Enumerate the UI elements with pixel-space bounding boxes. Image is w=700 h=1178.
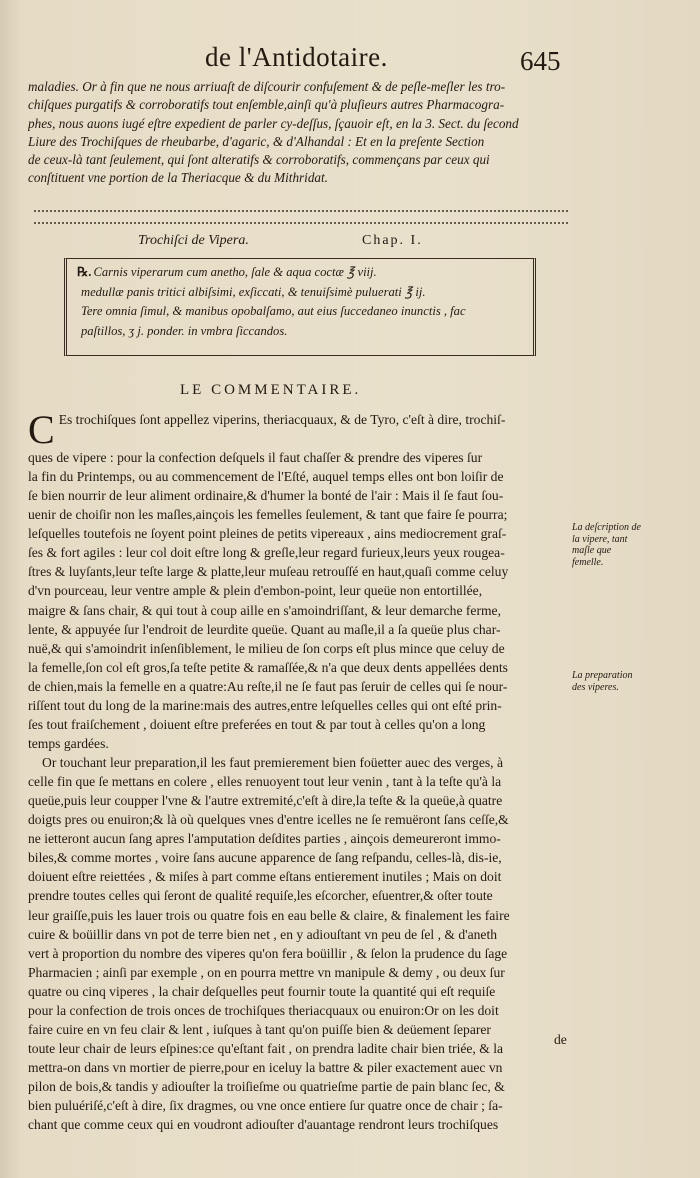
body-line: toute leur chair de leurs eſpines:ce qu'eſtant fait , on prendra ladite chair bien triée, & la — [28, 1040, 504, 1056]
margin-note-description: La deſcription de la vipere, tant maſle que femelle. — [572, 522, 641, 568]
chapter-number: Chap. I. — [362, 233, 423, 248]
recipe-line: Tere omnia ſimul, & manibus opobalſamo, aut eius ſuccedaneo inunctis , fac — [81, 304, 466, 318]
body-line: pour la confection de trois onces de trochiſques theriacquaux ou enuiron:Or on les doit — [28, 1002, 499, 1018]
intro-line: chiſques purgatifs & corroboratifs tout enſemble,ainſi qu'à pluſieurs autres Pharmacogra- — [28, 97, 505, 113]
body-line: queüe,puis leur coupper l'vne & l'autre extremité,c'eſt à dire,la teſte & la queüe,à quatre — [28, 793, 503, 809]
body-line: celle fin que ſe mettans en colere , elles renuoyent tout leur venin , tant à la teſte qu'à la — [28, 774, 502, 790]
body-line: C Es trochiſques ſont appellez viperins, theriacquaux, & de Tyro, c'eſt à dire, trochiſ- — [28, 410, 506, 448]
body-line: ques de vipere : pour la confection deſquels il faut chaſſer & prendre des viperes ſur — [28, 450, 483, 465]
recipe-line: medullæ panis tritici albiſsimi, exſiccati, & tenuiſsimè puluerati ℥ ij. — [81, 284, 426, 299]
drop-cap: C — [28, 410, 55, 448]
body-line: chant que comme ceux qui en voudront adiouſter d'auantage rendront leurs trochiſques — [28, 1117, 499, 1133]
chapter-heading — [30, 233, 570, 253]
body-line: ſes & fort agiles : leur col doit eſtre long & greſle,leur regard furieux,leurs yeux rougea- — [28, 545, 505, 561]
running-head — [0, 42, 580, 82]
intro-line: conſtituent vne portion de la Theriacque & du Mithridat. — [28, 170, 328, 186]
body-line: leur graiſſe,puis les lauer trois ou quatre fois en eau belle & claire, & finalement les faire — [28, 907, 510, 923]
body-line: doiuent eſtre reiettées , & miſes à part comme eſtans entierement inutiles ; Mais on doit — [28, 869, 502, 885]
commentary-heading: LE COMMENTAIRE. — [180, 382, 362, 398]
body-line: nuë,& qui s'amoindrit inſenſiblement, le milieu de ſon corps eſt plus mince que celuy de — [28, 640, 505, 656]
body-line: d'vn pourceau, leur ventre ample & plein d'embon-point, leur queüe non entortillée, — [28, 583, 483, 599]
body-line: leſquelles toutefois ne ſoyent point pleines de petits vipereaux , ains mediocrement graſ- — [28, 526, 507, 542]
running-title: de l'Antidotaire. — [205, 42, 388, 72]
body-line: temps gardées. — [28, 735, 109, 751]
margin-note-preparation: La preparation des viperes. — [572, 670, 633, 693]
commentary-body — [28, 410, 568, 1134]
body-line: lente, & appuyée ſur l'endroit de leurdite queüe. Quant au maſle,il a ſa queüe plus char- — [28, 621, 501, 637]
chapter-title: Trochiſci de Vipera. — [138, 233, 249, 248]
intro-line: Liure des Trochiſques de rheubarbe, d'agaric, & d'Alhandal : Et en la preſente Section — [28, 133, 485, 149]
recipe-line-text: Carnis viperarum cum anetho, ſale & aqua coctæ ℥ viij. — [93, 265, 377, 279]
body-line: la fin du Printemps, ou au commencement de l'Eſté, auquel temps elles ont bon loiſir de — [28, 469, 504, 485]
intro-line: de ceux-là tant ſeulement, qui ſont alteratifs & corroboratifs, commençans par ceux qui — [28, 152, 490, 168]
ornamental-rule — [34, 210, 568, 224]
body-line: cuire & boüillir dans vn pot de terre bien net , en y adiouſtant vn peu de ſel , & d'aneth — [28, 926, 498, 942]
intro-paragraph — [28, 78, 568, 188]
body-line: ſtres & luyſants,leur teſte large & platte,leur muſeau retrouſſé en haut,quaſi comme celuy — [28, 564, 509, 580]
body-line: quatre ou cinq viperes , la chair deſquelles peut fournir toute la quantité qui eſt requiſe — [28, 983, 496, 999]
body-line: Or touchant leur preparation,il les faut premierement bien foüetter auec des verges, à — [42, 755, 503, 770]
recipe-symbol: ℞. — [77, 265, 92, 279]
body-line: mettra-on dans vn mortier de pierre,pour en iceluy la battre & piler exactement auec vn — [28, 1060, 503, 1075]
catchword: de — [554, 1032, 567, 1047]
intro-line: phes, nous auons iugé eſtre expedient de parler cy-deſſus, ſçauoir eſt, en la 3. Sect. du ſecond — [28, 115, 519, 131]
body-line: biles,& comme mortes , voire ſans aucune apparence de ſang reſpandu, celles-là, dis-ie, — [28, 850, 502, 866]
body-line: la femelle,ſon col eſt gros,ſa teſte petite & ramaſſée,& n'a que deux dents appellées dents — [28, 659, 508, 675]
body-line: doigts pres ou enuiron;& là où quelques vnes d'entre icelles ne ſe remuëront ſans ceſſe,& — [28, 812, 509, 828]
body-line: ſe bien nourrir de leur aliment ordinaire,& d'humer la bonté de l'air : Mais il ſe faut ſou- — [28, 488, 504, 504]
recipe-line: paſtillos, ʒ j. ponder. in vmbra ſiccandos. — [81, 323, 288, 338]
recipe-line — [77, 263, 527, 283]
body-line: riſſent tout du long de la marine:mais des autres,entre leſquelles celles qui ont eſté prin- — [28, 697, 502, 713]
intro-line: maladies. Or à fin que ne nous arriuaſt de diſcourir confuſement & de peſle-meſler les tro- — [28, 79, 506, 94]
body-line: faire cuire en vn feu clair & lent , iuſques à tant qu'on puiſſe bien & deüement ſeparer — [28, 1021, 491, 1037]
page-number: 645 — [520, 46, 561, 76]
recipe-text — [77, 263, 527, 341]
body-line: maigre & ſans chair, & qui tout à coup aille en s'amoindriſſant, & leur demarche ferme, — [28, 602, 501, 618]
body-line: ſes tout fraiſchement , doiuent eſtre preferées en tout & par tout à celles qu'on a long — [28, 716, 486, 732]
body-line: bien puluériſé,c'eſt à dire, ſix dragmes, ou vne once entiere ſur quatre once de chair ; ſa- — [28, 1098, 503, 1114]
body-line: pilon de bois,& tandis y adiouſter la troiſieſme ou quatrieſme partie de pain blanc ſec, & — [28, 1079, 505, 1095]
body-line: prendre toutes celles qui ſeront de qualité requiſe,les eſcorcher, eſuentrer,& oſter toute — [28, 888, 493, 904]
body-line: ne ietteront aucun ſang apres l'amputation deſdites parties , ainçois demeureront immo- — [28, 831, 501, 847]
body-line: uenir de choiſir non les maſles,ainçois les femelles ſeulement, & tant que faire ſe pourra; — [28, 507, 508, 523]
body-line: vert à proportion du nombre des viperes qu'on fera boüillir , & ſelon la prudence du ſage — [28, 945, 508, 961]
body-line: Pharmacien ; ainſi par exemple , on en pourra mettre vn manipule & demy , ou deux ſur — [28, 964, 505, 980]
body-line: de chien,mais la femelle en a quatre:Au reſte,il ne ſe faut pas ſeruir de celles qui ſe nour- — [28, 678, 508, 694]
recipe-box — [64, 258, 536, 356]
